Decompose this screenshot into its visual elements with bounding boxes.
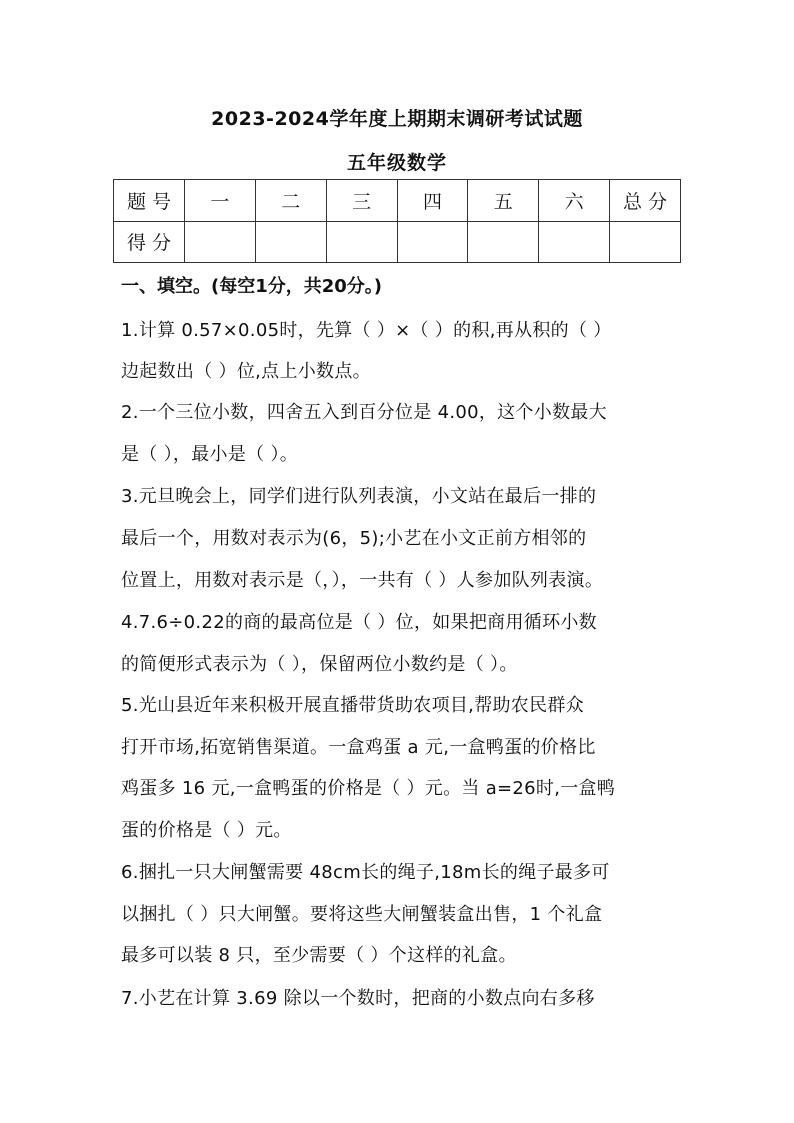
score-blank-cell (610, 221, 681, 263)
score-blank-cell (468, 221, 539, 263)
score-blank-cell (326, 221, 397, 263)
score-blank-cell (539, 221, 610, 263)
score-table (113, 179, 681, 263)
question-line: 鸡蛋多 16 元,一盒鸭蛋的价格是（ ）元。当 a=26时,一盒鸭 (121, 778, 616, 799)
score-table-cell: 四 (397, 180, 468, 222)
section-heading: 一、填空。(每空1分，共20分。) (121, 276, 383, 297)
question-line: 位置上，用数对表示是（，），一共有（ ）人参加队列表演。 (121, 570, 604, 591)
score-table-cell: 二 (255, 180, 326, 222)
score-blank-cell (185, 221, 256, 263)
exam-subtitle: 五年级数学 (346, 152, 447, 174)
question-line: 3.元旦晚会上，同学们进行队列表演，小文站在最后一排的 (121, 486, 597, 507)
score-table-cell: 总 分 (610, 180, 681, 222)
question-line: 最多可以装 8 只，至少需要（ ）个这样的礼盒。 (121, 945, 517, 966)
score-table-cell: 三 (326, 180, 397, 222)
question-line: 的简便形式表示为（ ），保留两位小数约是（ ）。 (121, 654, 518, 675)
question-line: 蛋的价格是（ ）元。 (121, 820, 292, 841)
score-table-header-row (114, 180, 681, 222)
question-line: 2.一个三位小数，四舍五入到百分位是 4.00，这个小数最大 (121, 402, 607, 423)
score-blank-cell (255, 221, 326, 263)
score-table-cell: 得 分 (114, 221, 185, 263)
question-line: 6.捆扎一只大闸蟹需要 48cm长的绳子,18m长的绳子最多可 (121, 862, 610, 883)
score-table-cell: 一 (185, 180, 256, 222)
question-line: 7.小艺在计算 3.69 除以一个数时，把商的小数点向右多移 (121, 988, 595, 1009)
question-line: 以捆扎（ ）只大闸蟹。要将这些大闸蟹装盒出售，1 个礼盒 (121, 904, 603, 925)
question-line: 1.计算 0.57×0.05时，先算（ ）×（ ）的积,再从积的（ ） (121, 320, 612, 341)
score-table-cell: 五 (468, 180, 539, 222)
question-line: 边起数出（ ）位,点上小数点。 (121, 361, 371, 382)
question-line: 5.光山县近年来积极开展直播带货助农项目,帮助农民群众 (121, 695, 584, 716)
score-blank-cell (397, 221, 468, 263)
score-table-cell: 六 (539, 180, 610, 222)
question-line: 打开市场,拓宽销售渠道。一盒鸡蛋 a 元,一盒鸭蛋的价格比 (121, 737, 596, 758)
exam-title: 2023-2024学年度上期期末调研考试试题 (211, 108, 583, 130)
score-table-score-row (114, 221, 681, 263)
score-table-cell: 题 号 (114, 180, 185, 222)
question-line: 最后一个，用数对表示为(6，5);小艺在小文正前方相邻的 (121, 528, 587, 549)
question-line: 是（ ），最小是（ ）。 (121, 444, 299, 465)
question-line: 4.7.6÷0.22的商的最高位是（ ）位，如果把商用循环小数 (121, 612, 597, 633)
